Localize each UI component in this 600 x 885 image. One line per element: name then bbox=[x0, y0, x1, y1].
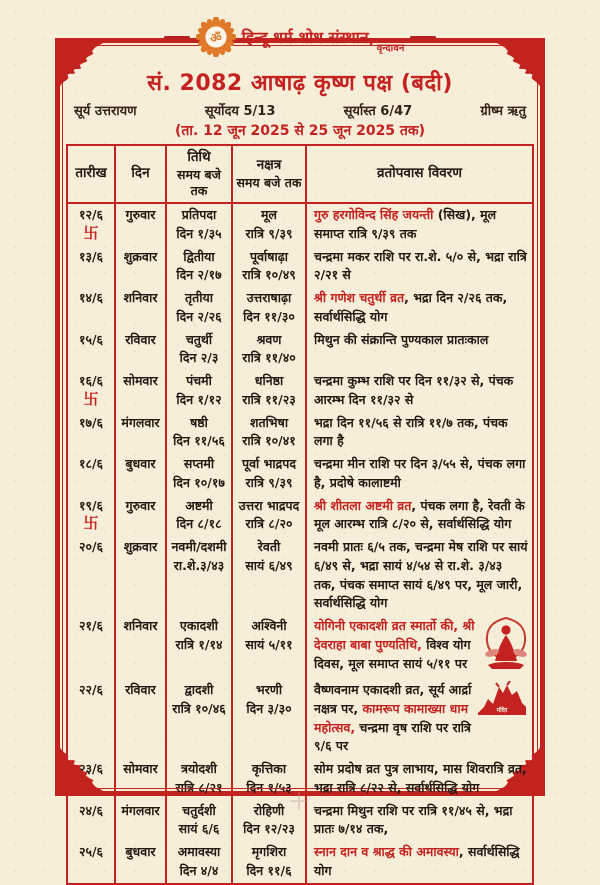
date-cell: १७/६ bbox=[67, 412, 115, 454]
corner-flourish-icon bbox=[59, 746, 105, 792]
nakshatra-cell: धनिष्ठा रात्रि ११/२३ bbox=[232, 370, 306, 412]
nakshatra-cell: रोहिणी दिन १२/२३ bbox=[232, 800, 306, 842]
table-row bbox=[67, 495, 533, 537]
table-header bbox=[67, 145, 533, 203]
details-text: गुरु हरगोविन्द सिंह जयन्ती bbox=[314, 207, 434, 223]
tithi-cell: चतुर्थी दिन २/३ bbox=[166, 329, 232, 371]
column-header-4: व्रतोपवास विवरण bbox=[306, 145, 533, 203]
day-cell: शनिवार bbox=[115, 287, 166, 329]
calendar-frame bbox=[55, 38, 545, 878]
om-symbol: ॐ bbox=[209, 30, 222, 45]
details-cell bbox=[306, 615, 533, 679]
date-cell: २३/६ bbox=[67, 758, 115, 800]
details-text: भद्रा दिन ११/५६ से रात्रि ११/७ तक, पंचक लगा है bbox=[314, 414, 508, 449]
table-row bbox=[67, 536, 533, 615]
yoga-day-icon bbox=[484, 617, 528, 675]
nakshatra-cell: कृत्तिका दिन १/५३ bbox=[232, 758, 306, 800]
details-cell bbox=[306, 841, 533, 884]
season-label: ग्रीष्म ऋतु bbox=[480, 104, 526, 119]
day-cell: गुरुवार bbox=[115, 203, 166, 246]
sunrise-label: सूर्योदय 5/13 bbox=[204, 104, 276, 119]
tithi-cell: षष्ठी दिन ११/५६ bbox=[166, 412, 232, 454]
table-row bbox=[67, 246, 533, 288]
details-text: (सिख), मूल समाप्त रात्रि ९/३९ तक bbox=[314, 207, 497, 241]
details-cell bbox=[306, 246, 533, 288]
nakshatra-cell: उत्तराषाढ़ा दिन ११/३० bbox=[232, 287, 306, 329]
details-text: चन्द्रमा वृष राशि पर रात्रि ९/६ पर bbox=[314, 719, 471, 754]
details-text: कामरूप कामाख्या धाम महोत्सव, bbox=[314, 700, 469, 735]
nakshatra-cell: शतभिषा रात्रि १०/४१ bbox=[232, 412, 306, 454]
day-cell: बुधवार bbox=[115, 453, 166, 495]
tithi-cell: अष्टमी दिन ८/१८ bbox=[166, 495, 232, 537]
date-cell: २४/६ bbox=[67, 800, 115, 842]
details-cell bbox=[306, 495, 533, 537]
details-text: विश्व योग दिवस, मूल समाप्त सायं ५/११ पर bbox=[314, 636, 471, 671]
date-cell: १२/६ 卐 bbox=[67, 203, 115, 246]
details-cell bbox=[306, 329, 533, 371]
tithi-cell: नवमी/दशमी रा.शे.३/४३ bbox=[166, 536, 232, 615]
date-cell: २१/६ bbox=[67, 615, 115, 679]
details-text: , पंचक लगा है, रेवती के मूल आरम्भ रात्रि ८/२० से, सर्वार्थसिद्धि योग bbox=[314, 497, 525, 532]
table-row bbox=[67, 329, 533, 371]
org-name: हिन्दू धर्म शोध संस्थान, bbox=[241, 28, 375, 47]
divider bbox=[410, 36, 436, 39]
swastika-icon: 卐 bbox=[83, 389, 99, 408]
table-row bbox=[67, 370, 533, 412]
nakshatra-cell: उत्तरा भाद्रपद रात्रि ८/२० bbox=[232, 495, 306, 537]
nakshatra-cell: मूल रात्रि ९/३९ bbox=[232, 203, 306, 246]
day-cell: रविवार bbox=[115, 679, 166, 758]
org-header bbox=[0, 14, 600, 60]
swastika-icon: 卐 bbox=[83, 223, 99, 242]
table-row bbox=[67, 412, 533, 454]
details-cell bbox=[306, 203, 533, 246]
swastika-icon: 卐 bbox=[83, 514, 99, 533]
svg-text:मंदिर: मंदिर bbox=[496, 707, 508, 715]
details-text: नवमी प्रातः ६/५ तक, चन्द्रमा मेष राशि पर सायं ६/४९ से, भद्रा सायं ४/५४ से रा.शे. ३/४३ तक, पंचक समाप्त सायं ६/४९ पर, मूल जारी, सर्वार्थसिद्धि योग bbox=[314, 539, 528, 611]
details-text: मिथुन की संक्रान्ति पुण्यकाल प्रातःकाल bbox=[314, 331, 489, 347]
details-text: वैष्णवनाम एकादशी व्रत, सूर्य आर्द्रा नक्षत्र पर, bbox=[314, 682, 472, 716]
tithi-cell: त्रयोदशी रात्रि ८/२१ bbox=[166, 758, 232, 800]
org-place: वृन्दावन bbox=[376, 43, 405, 54]
day-cell: शुक्रवार bbox=[115, 536, 166, 615]
table-row bbox=[67, 679, 533, 758]
date-cell: २२/६ bbox=[67, 679, 115, 758]
details-cell bbox=[306, 536, 533, 615]
tithi-cell: अमावस्या दिन ४/४ bbox=[166, 841, 232, 884]
tithi-cell: सप्तमी दिन १०/१७ bbox=[166, 453, 232, 495]
nakshatra-cell: पूर्वा भाद्रपद रात्रि ९/३९ bbox=[232, 453, 306, 495]
nakshatra-cell: अश्विनी सायं ५/११ bbox=[232, 615, 306, 679]
nakshatra-cell: भरणी दिन ३/३० bbox=[232, 679, 306, 758]
details-text: श्री गणेश चतुर्थी व्रत bbox=[314, 290, 405, 306]
details-cell bbox=[306, 800, 533, 842]
details-text: योगिनी एकादशी व्रत स्मार्तो की, श्री देवराहा बाबा पुण्यतिथि, bbox=[314, 618, 475, 652]
details-text: सोम प्रदोष व्रत पुत्र लाभाय, मास शिवरात्रि व्रत, भद्रा रात्रि ८/२२ से, सर्वार्थसिद्धि योग bbox=[314, 761, 527, 795]
panchang-table bbox=[66, 144, 534, 885]
kamakhya-temple-icon bbox=[476, 681, 528, 721]
date-cell: १८/६ bbox=[67, 453, 115, 495]
tithi-cell: एकादशी रात्रि १/१४ bbox=[166, 615, 232, 679]
day-cell: रविवार bbox=[115, 329, 166, 371]
details-cell bbox=[306, 287, 533, 329]
tithi-cell: तृतीया दिन २/२६ bbox=[166, 287, 232, 329]
table-row bbox=[67, 203, 533, 246]
ayan-label: सूर्य उत्तरायण bbox=[74, 104, 137, 119]
details-cell bbox=[306, 758, 533, 800]
date-range: (ता. 12 जून 2025 से 25 जून 2025 तक) bbox=[174, 123, 426, 139]
om-flower-icon bbox=[196, 17, 236, 57]
sun-info-row bbox=[60, 97, 540, 119]
day-cell: मंगलवार bbox=[115, 800, 166, 842]
tithi-cell: द्वितीया दिन २/१७ bbox=[166, 246, 232, 288]
details-text: , सर्वार्थसिद्धि योग bbox=[314, 844, 520, 878]
details-text: चन्द्रमा मीन राशि पर दिन ३/५५ से, पंचक लगा है, प्रदोषे कालाष्टमी bbox=[314, 456, 526, 490]
details-text: स्नान दान व श्राद्ध की अमावस्या bbox=[314, 844, 459, 860]
day-cell: शनिवार bbox=[115, 615, 166, 679]
tithi-cell: चतुर्दशी सायं ६/६ bbox=[166, 800, 232, 842]
tithi-cell: प्रतिपदा दिन १/३५ bbox=[166, 203, 232, 246]
date-cell: १६/६ 卐 bbox=[67, 370, 115, 412]
details-cell bbox=[306, 453, 533, 495]
nakshatra-cell: पूर्वाषाढ़ा रात्रि १०/४९ bbox=[232, 246, 306, 288]
details-cell bbox=[306, 412, 533, 454]
date-cell: १४/६ bbox=[67, 287, 115, 329]
day-cell: गुरुवार bbox=[115, 495, 166, 537]
table-row bbox=[67, 453, 533, 495]
day-cell: मंगलवार bbox=[115, 412, 166, 454]
details-text: चन्द्रमा मिथुन राशि पर रात्रि ११/४५ से, भद्रा प्रातः ७/१४ तक, bbox=[314, 802, 513, 837]
divider bbox=[164, 36, 190, 39]
nakshatra-cell: श्रवण रात्रि ११/४० bbox=[232, 329, 306, 371]
details-text: , भद्रा दिन २/२६ तक, सर्वार्थसिद्धि योग bbox=[314, 290, 508, 324]
day-cell: बुधवार bbox=[115, 841, 166, 884]
date-cell: १५/६ bbox=[67, 329, 115, 371]
column-header-1: दिन bbox=[115, 145, 166, 203]
sunset-label: सूर्यास्त 6/47 bbox=[343, 104, 413, 119]
date-cell: १९/६ 卐 bbox=[67, 495, 115, 537]
details-text: चन्द्रमा मकर राशि पर रा.शे. ५/० से, भद्रा रात्रि २/२१ से bbox=[314, 248, 527, 283]
nakshatra-cell: रेवती सायं ६/४९ bbox=[232, 536, 306, 615]
table-row bbox=[67, 287, 533, 329]
day-cell: शुक्रवार bbox=[115, 246, 166, 288]
day-cell: सोमवार bbox=[115, 370, 166, 412]
details-text: चन्द्रमा कुम्भ राशि पर दिन ११/३२ से, पंचक आरम्भ दिन ११/३२ से bbox=[314, 373, 514, 407]
tithi-cell: द्वादशी रात्रि १०/४६ bbox=[166, 679, 232, 758]
table-row bbox=[67, 841, 533, 884]
date-cell: १३/६ bbox=[67, 246, 115, 288]
table-row bbox=[67, 615, 533, 679]
day-cell: सोमवार bbox=[115, 758, 166, 800]
column-header-3: नक्षत्र समय बजे तक bbox=[232, 145, 306, 203]
registration-mark-icon bbox=[290, 792, 308, 810]
details-cell bbox=[306, 370, 533, 412]
details-text: श्री शीतला अष्टमी व्रत bbox=[314, 497, 412, 513]
tithi-cell: पंचमी दिन १/१२ bbox=[166, 370, 232, 412]
date-cell: २०/६ bbox=[67, 536, 115, 615]
nakshatra-cell: मृगशिरा दिन ११/६ bbox=[232, 841, 306, 884]
details-cell bbox=[306, 679, 533, 758]
column-header-0: तारीख bbox=[67, 145, 115, 203]
date-cell: २५/६ bbox=[67, 841, 115, 884]
column-header-2: तिथि समय बजे तक bbox=[166, 145, 232, 203]
page-title: सं. 2082 आषाढ़ कृष्ण पक्ष (बदी) bbox=[147, 71, 453, 96]
